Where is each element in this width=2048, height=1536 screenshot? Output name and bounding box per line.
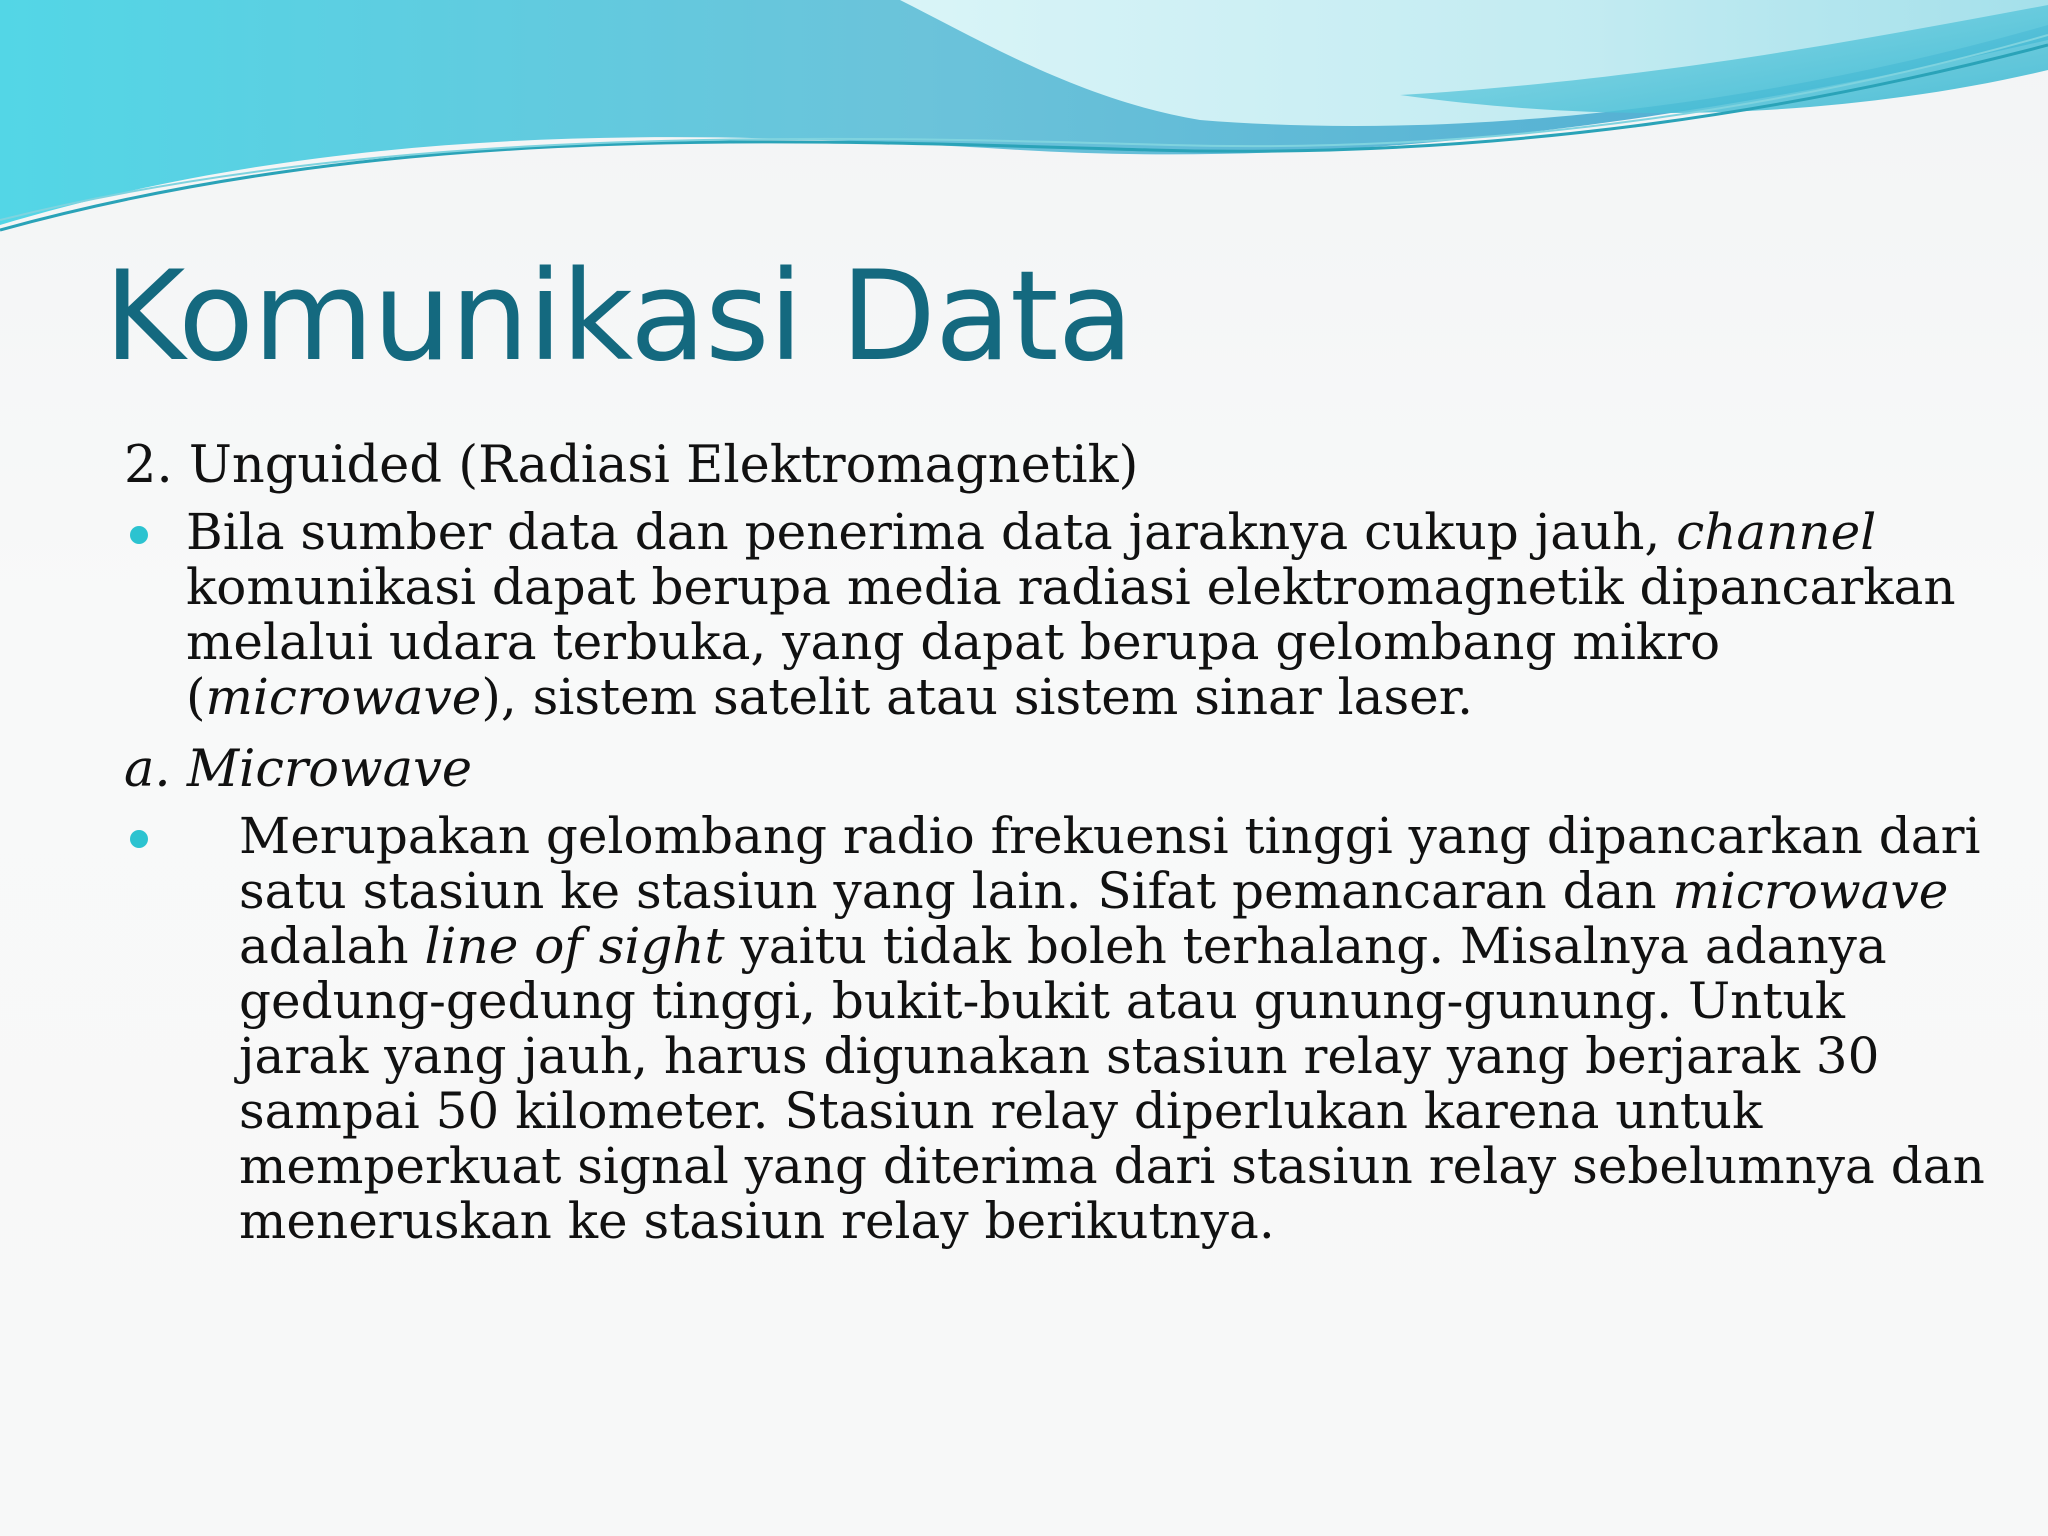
bullet-line: adalah line of sight yaitu tidak boleh terhalang. Misalnya adanya xyxy=(239,917,1887,975)
bullet-unguided xyxy=(124,503,1956,726)
bullet-dot-icon xyxy=(130,526,148,544)
bullet-line: meneruskan ke stasiun relay berikutnya. xyxy=(239,1192,1275,1250)
bullet-line: satu stasiun ke stasiun yang lain. Sifat pemancaran dan microwave xyxy=(239,862,1949,920)
bullet-dot-icon xyxy=(130,830,148,848)
bullet-line: (microwave), sistem satelit atau sistem sinar laser. xyxy=(186,668,1474,726)
bullet-line: Bila sumber data dan penerima data jaraknya cukup jauh, channel xyxy=(186,503,1877,561)
header-wave-decoration xyxy=(0,0,2048,260)
slide-title: Komunikasi Data xyxy=(104,245,1133,389)
bullet-line: sampai 50 kilometer. Stasiun relay diperlukan karena untuk xyxy=(239,1082,1763,1140)
bullet-line: gedung-gedung tinggi, bukit-bukit atau gunung-gunung. Untuk xyxy=(239,972,1845,1030)
bullet-line: jarak yang jauh, harus digunakan stasiun relay yang berjarak 30 xyxy=(239,1027,1880,1085)
bullet-line: melalui udara terbuka, yang dapat berupa gelombang mikro xyxy=(186,613,1721,671)
subsection-heading: a. Microwave xyxy=(124,740,473,799)
bullet-line: memperkuat signal yang diterima dari stasiun relay sebelumnya dan xyxy=(239,1137,1985,1195)
bullet-line: Merupakan gelombang radio frekuensi tinggi yang dipancarkan dari xyxy=(239,807,1981,865)
bullet-microwave xyxy=(124,807,1985,1250)
section-heading: 2. Unguided (Radiasi Elektromagnetik) xyxy=(124,436,1139,495)
slide-content xyxy=(124,435,1985,1263)
bullet-line: komunikasi dapat berupa media radiasi elektromagnetik dipancarkan xyxy=(186,558,1956,616)
